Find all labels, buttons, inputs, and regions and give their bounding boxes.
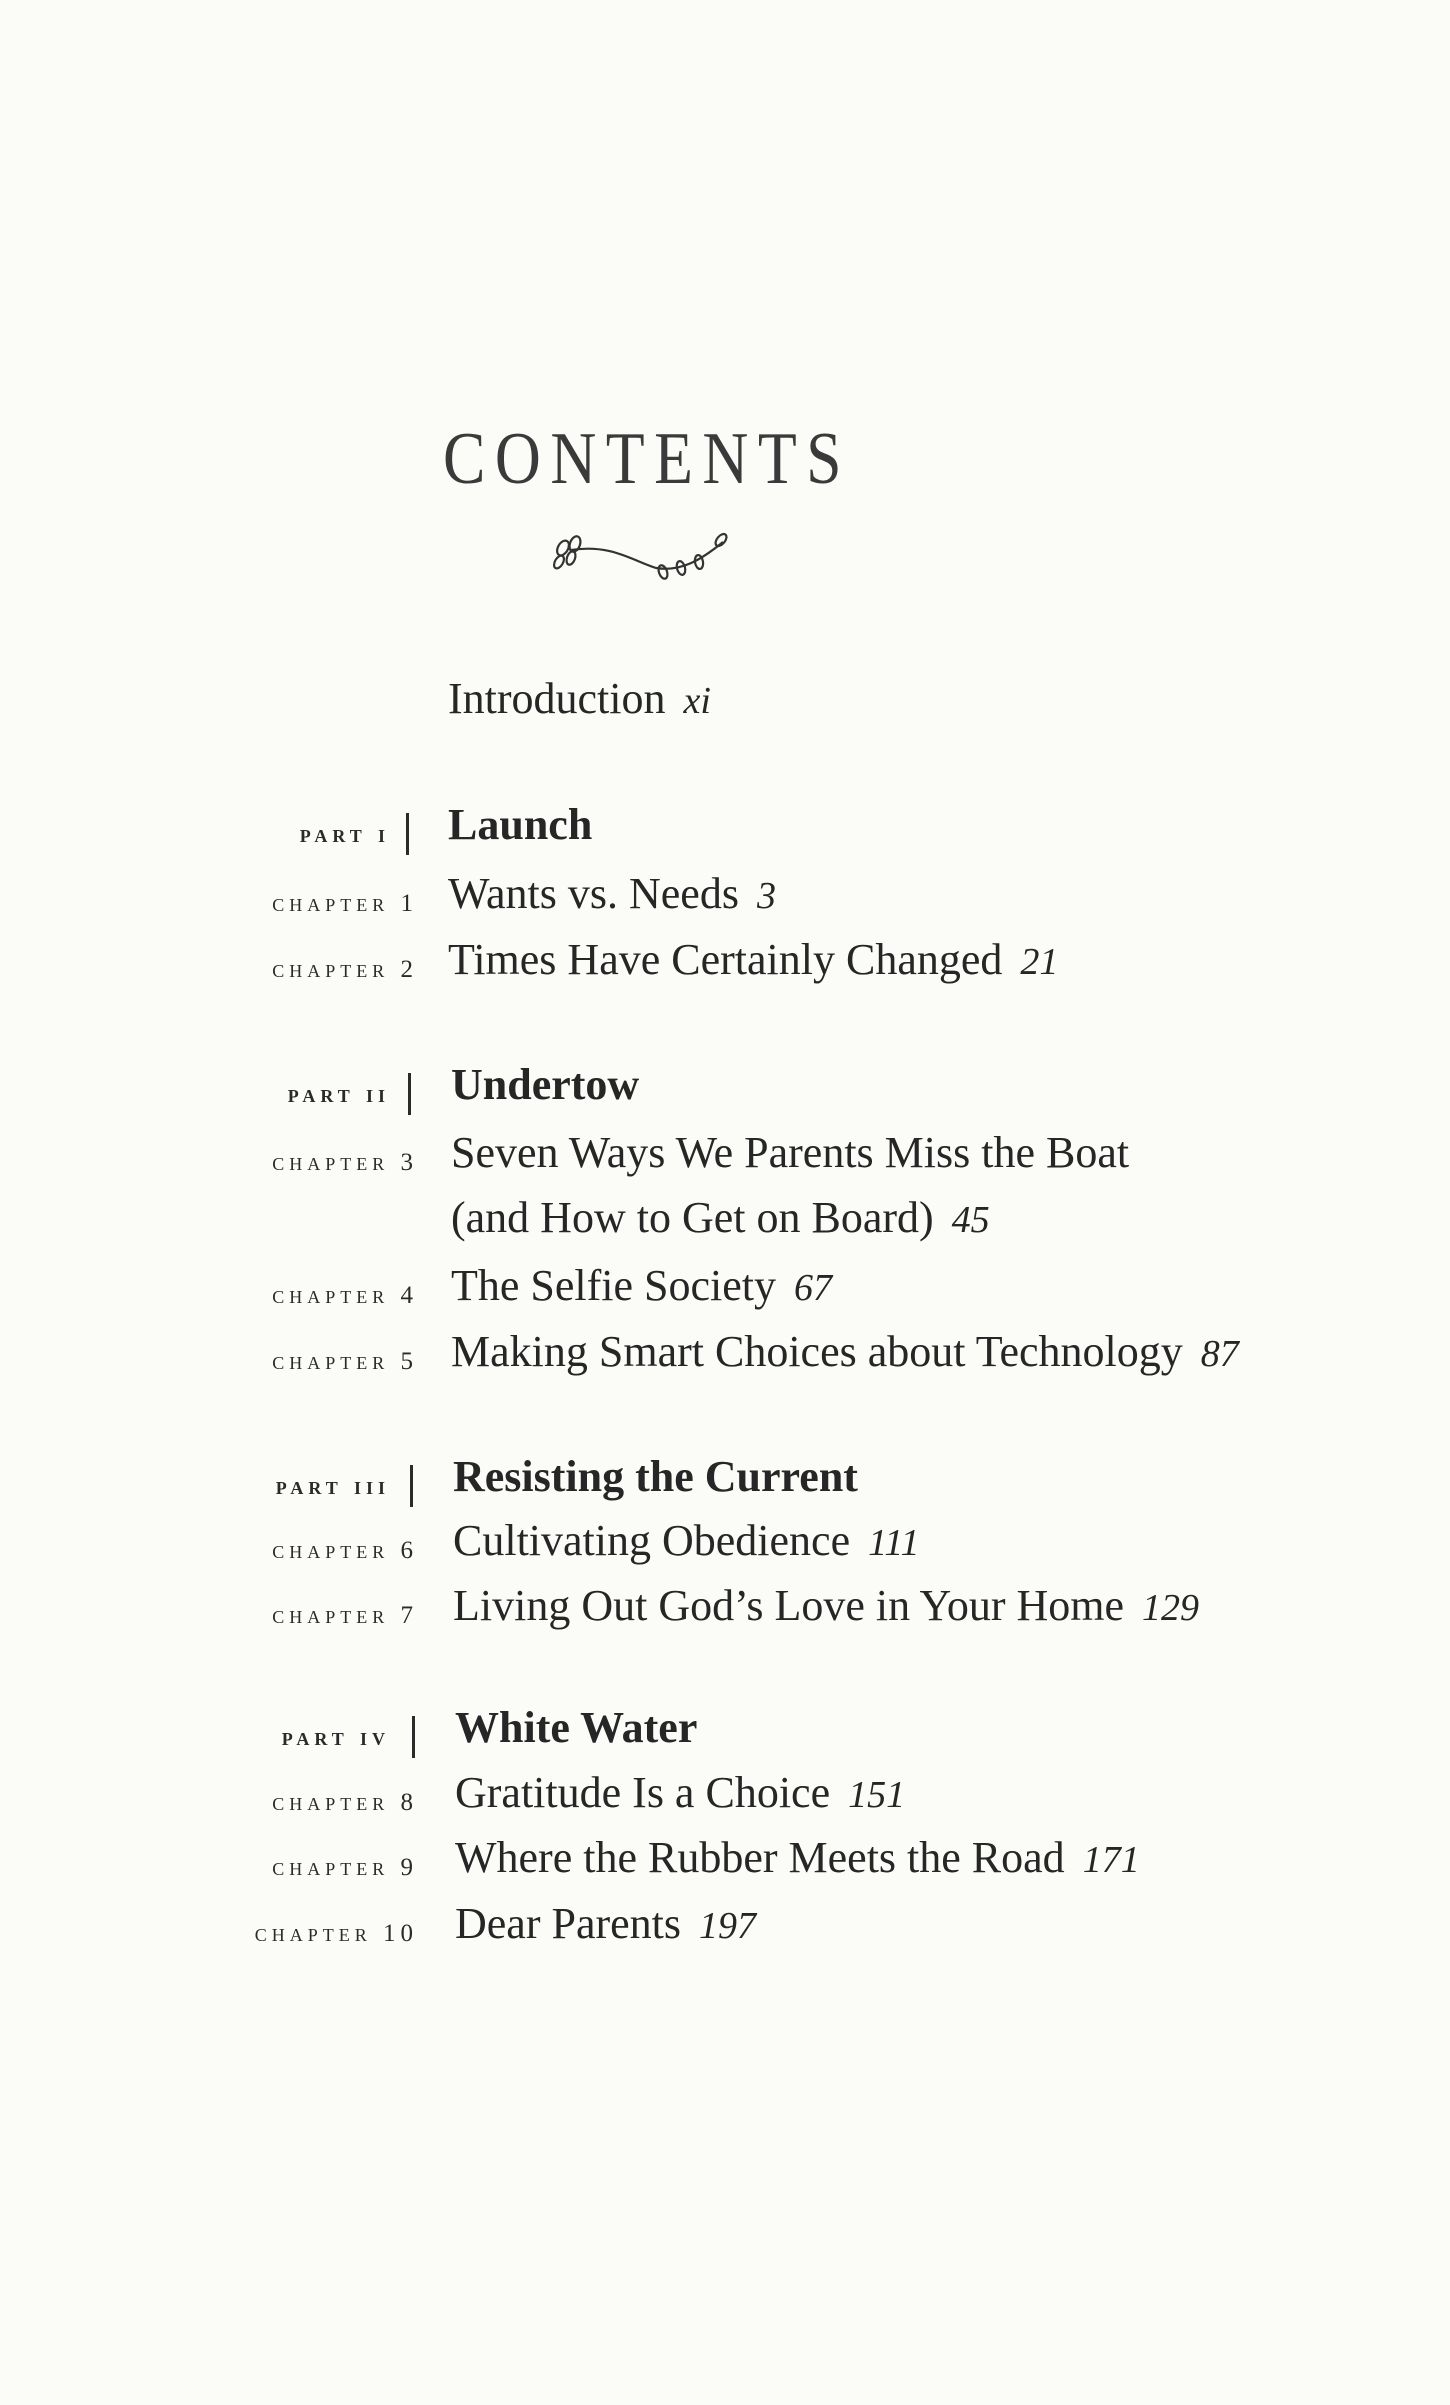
page-number: 151 — [848, 1774, 906, 1816]
part-divider — [410, 1465, 413, 1507]
part-label: part iv — [281, 1724, 390, 1751]
toc-chapter-5[interactable] — [0, 1314, 1450, 1374]
part-title: Undertow — [451, 1060, 640, 1109]
toc-part-1[interactable] — [0, 787, 1450, 847]
part-divider — [412, 1716, 415, 1758]
chapter-label: chapter 1 — [272, 890, 418, 917]
vine-flourish-icon — [551, 530, 731, 582]
part-label: part i — [299, 821, 390, 848]
part-title: Resisting the Current — [453, 1452, 858, 1501]
chapter-title: Seven Ways We Parents Miss the Boat — [451, 1128, 1130, 1177]
toc-chapter-1[interactable] — [0, 856, 1450, 916]
page-number: 3 — [756, 875, 776, 917]
chapter-title: Times Have Certainly Changed — [448, 935, 1003, 984]
part-title: Launch — [448, 800, 593, 849]
chapter-label: chapter 3 — [272, 1149, 418, 1176]
page-number: 197 — [699, 1905, 757, 1947]
chapter-label: chapter 5 — [272, 1348, 418, 1375]
toc-chapter-3-continued[interactable] — [0, 1180, 1450, 1240]
toc-chapter-9[interactable] — [0, 1820, 1450, 1880]
toc-part-2[interactable] — [0, 1047, 1450, 1107]
page-number: 171 — [1082, 1839, 1140, 1881]
entry-title: Introduction — [448, 674, 666, 723]
part-divider — [408, 1073, 411, 1115]
part-divider — [406, 813, 409, 855]
chapter-label: chapter 9 — [272, 1854, 418, 1881]
page-number: 87 — [1200, 1333, 1239, 1375]
chapter-label: chapter 10 — [254, 1920, 418, 1947]
chapter-label: chapter 7 — [272, 1602, 418, 1629]
chapter-title: Living Out God’s Love in Your Home — [453, 1581, 1124, 1630]
toc-chapter-10[interactable] — [0, 1886, 1450, 1946]
chapter-title: Making Smart Choices about Technology — [451, 1327, 1183, 1376]
toc-introduction[interactable] — [0, 661, 1450, 721]
chapter-title: Cultivating Obedience — [453, 1516, 851, 1565]
toc-part-3[interactable] — [0, 1439, 1450, 1499]
page-number: xi — [683, 680, 711, 722]
toc-chapter-2[interactable] — [0, 922, 1450, 982]
toc-chapter-6[interactable] — [0, 1503, 1450, 1563]
chapter-label: chapter 8 — [272, 1789, 418, 1816]
chapter-title: Dear Parents — [455, 1899, 682, 1948]
part-title: White Water — [455, 1703, 698, 1752]
page-number: 129 — [1142, 1587, 1199, 1629]
chapter-title: The Selfie Society — [451, 1261, 777, 1310]
page-number: 67 — [794, 1267, 833, 1309]
chapter-title-continued: (and How to Get on Board) — [451, 1193, 934, 1242]
part-label: part ii — [287, 1081, 390, 1108]
toc-chapter-8[interactable] — [0, 1755, 1450, 1815]
part-label: part iii — [275, 1473, 390, 1500]
toc-chapter-7[interactable] — [0, 1568, 1450, 1628]
page-title: CONTENTS — [443, 417, 852, 500]
chapter-label: chapter 6 — [272, 1537, 418, 1564]
chapter-title: Where the Rubber Meets the Road — [455, 1833, 1065, 1882]
chapter-title: Gratitude Is a Choice — [455, 1768, 831, 1817]
toc-part-4[interactable] — [0, 1690, 1450, 1750]
chapter-label: chapter 2 — [272, 956, 418, 983]
toc-chapter-3[interactable] — [0, 1115, 1450, 1175]
page-number: 45 — [951, 1199, 990, 1241]
toc-chapter-4[interactable] — [0, 1248, 1450, 1308]
chapter-label: chapter 4 — [272, 1282, 418, 1309]
page-number: 21 — [1020, 941, 1059, 983]
chapter-title: Wants vs. Needs — [448, 869, 739, 918]
page-number: 111 — [868, 1522, 920, 1564]
introduction-entry — [448, 674, 711, 723]
